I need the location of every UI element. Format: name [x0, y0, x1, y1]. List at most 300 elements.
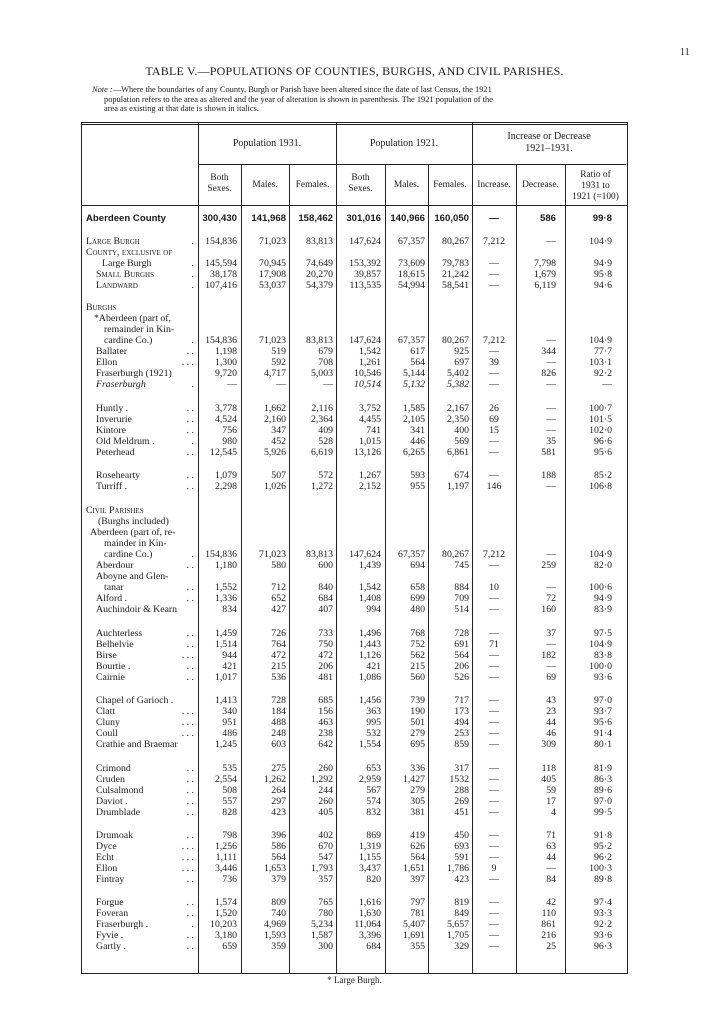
cell-dec: 44: [546, 717, 556, 728]
cell-f21: 2,167: [446, 403, 469, 414]
cell-b31: 38,178: [210, 269, 237, 280]
row-name: Kintore: [96, 425, 126, 436]
row-leader-dots: . .: [186, 785, 194, 796]
header-both-1931-a: Both: [210, 173, 229, 183]
cell-b31: 107,416: [205, 280, 237, 291]
row-leader-dots: . .: [186, 941, 194, 952]
cell-f31: 6,619: [310, 447, 333, 458]
cell-ratio: 95·8: [594, 269, 612, 280]
cell-m21: 739: [410, 695, 425, 706]
cell-dec: 309: [541, 739, 556, 750]
cell-f31: 472: [318, 650, 333, 661]
cell-ratio: 97·4: [594, 897, 612, 908]
cell-f21: 160,050: [434, 213, 469, 224]
cell-m31: 4,717: [263, 368, 286, 379]
row-name: Fraserburgh .: [96, 919, 149, 930]
row-name: Landward: [96, 280, 138, 291]
cell-dec: 188: [541, 470, 556, 481]
cell-b31: 834: [222, 604, 237, 615]
cell-m21: 564: [410, 357, 425, 368]
note-line-3: area as existing at that date is shown in italics.: [104, 104, 259, 114]
cell-f31: 765: [318, 897, 333, 908]
header-ratio-3: 1921 (=100): [572, 192, 619, 202]
table-title: TABLE V.—POPULATIONS OF COUNTIES, BURGHS, AND CIVIL PARISHES.: [145, 64, 564, 78]
row-name: (Burghs included): [98, 516, 169, 527]
cell-f21: 317: [454, 763, 469, 774]
cell-b31: 980: [222, 436, 237, 447]
row-name: Cairnie: [96, 672, 125, 683]
cell-dec: —: [546, 335, 556, 346]
cell-m31: 264: [271, 785, 286, 796]
row-name: Foveran: [96, 908, 129, 919]
cell-f21: 569: [454, 436, 469, 447]
cell-b31: 12,545: [210, 447, 237, 458]
cell-f21: 80,267: [442, 236, 469, 247]
cell-dec: 46: [546, 728, 556, 739]
cell-inc: 26: [489, 403, 499, 414]
header-females-1921: Females.: [433, 180, 467, 190]
cell-b21: 11,064: [354, 919, 381, 930]
cell-m31: 809: [271, 897, 286, 908]
cell-m21: 397: [410, 874, 425, 885]
note-line-1: —Where the boundaries of any County, Burgh or Parish have been altered since the date of last Census, the 1921: [112, 85, 492, 94]
cell-m31: 726: [271, 628, 286, 639]
cell-inc: —: [489, 930, 499, 941]
cell-f31: 409: [318, 425, 333, 436]
cell-m21: 419: [410, 830, 425, 841]
cell-f21: 6,861: [446, 447, 469, 458]
row-name: Alford .: [96, 593, 128, 604]
row-leader-dots: . . .: [181, 650, 194, 661]
cell-m21: 190: [410, 706, 425, 717]
cell-m21: 1,691: [402, 930, 425, 941]
cell-b21: 1,456: [358, 695, 381, 706]
header-rule-bottom: [81, 205, 627, 206]
cell-inc: —: [489, 604, 499, 615]
cell-inc: —: [489, 841, 499, 852]
cell-b31: 1,459: [214, 628, 237, 639]
row-name: Auchindoir & Kearn: [96, 604, 178, 615]
cell-b21: 869: [366, 830, 381, 841]
cell-m21: 341: [410, 425, 425, 436]
cell-m21: 215: [410, 661, 425, 672]
row-leader-dots: . .: [186, 830, 194, 841]
cell-m31: 5,926: [263, 447, 286, 458]
cell-inc: 10: [489, 582, 499, 593]
cell-f31: 750: [318, 639, 333, 650]
cell-f31: 83,813: [306, 236, 333, 247]
cell-m31: 4,969: [263, 919, 286, 930]
cell-m31: 1,262: [263, 774, 286, 785]
cell-f31: 260: [318, 763, 333, 774]
cell-ratio: 97·5: [594, 628, 612, 639]
cell-m21: 279: [410, 785, 425, 796]
cell-f31: 158,462: [298, 213, 333, 224]
cell-m31: 248: [271, 728, 286, 739]
col-rule-1921: [336, 122, 337, 973]
cell-b31: 828: [222, 807, 237, 818]
cell-b21: 147,624: [349, 335, 381, 346]
cell-inc: —: [489, 706, 499, 717]
cell-dec: —: [546, 403, 556, 414]
cell-ratio: 82·0: [594, 560, 612, 571]
header-change-2: 1921–1931.: [525, 143, 573, 154]
header-both-1921-b: Sexes.: [348, 184, 373, 194]
cell-f31: 54,379: [306, 280, 333, 291]
row-name: Aboyne and Glen-: [96, 571, 169, 582]
cell-dec: 216: [541, 930, 556, 941]
cell-f31: 5,234: [310, 919, 333, 930]
cell-f21: 925: [454, 346, 469, 357]
row-name: Ballater: [96, 346, 128, 357]
cell-f31: 733: [318, 628, 333, 639]
cell-f21: 1,786: [446, 863, 469, 874]
cell-b21: 995: [366, 717, 381, 728]
row-leader-dots: . .: [186, 628, 194, 639]
row-name: Auchterless: [96, 628, 143, 639]
header-rule-group: [198, 164, 626, 165]
cell-m31: 141,968: [251, 213, 286, 224]
header-both-1921-a: Both: [351, 173, 370, 183]
cell-f21: 564: [454, 650, 469, 661]
cell-dec: —: [546, 425, 556, 436]
cell-b31: 944: [222, 650, 237, 661]
row-name: Fyvie .: [96, 930, 124, 941]
cell-ratio: 85·2: [594, 470, 612, 481]
cell-b31: 1,256: [214, 841, 237, 852]
cell-m31: 488: [271, 717, 286, 728]
cell-m21: 336: [410, 763, 425, 774]
cell-dec: 72: [546, 593, 556, 604]
cell-inc: —: [489, 593, 499, 604]
cell-m31: —: [276, 379, 286, 390]
cell-m31: 1,662: [263, 403, 286, 414]
cell-b21: 2,152: [358, 481, 381, 492]
cell-inc: —: [489, 807, 499, 818]
cell-f31: 528: [318, 436, 333, 447]
cell-dec: 43: [546, 695, 556, 706]
cell-b21: 1,496: [358, 628, 381, 639]
row-leader-dots: . .: [186, 639, 194, 650]
cell-b31: 1,520: [214, 908, 237, 919]
cell-ratio: 100·6: [589, 582, 612, 593]
row-leader-dots: . .: [186, 874, 194, 885]
header-males-1931: Males.: [252, 180, 278, 190]
cell-dec: —: [546, 357, 556, 368]
cell-m21: 140,966: [390, 213, 425, 224]
cell-inc: —: [489, 368, 499, 379]
cell-inc: —: [489, 728, 499, 739]
cell-f31: 463: [318, 717, 333, 728]
row-leader-dots: . .: [186, 593, 194, 604]
cell-f21: 288: [454, 785, 469, 796]
cell-f21: 691: [454, 639, 469, 650]
cell-b21: 1,554: [358, 739, 381, 750]
cell-b21: 10,514: [354, 379, 381, 390]
cell-b21: 653: [366, 763, 381, 774]
cell-f21: 494: [454, 717, 469, 728]
cell-b31: 1,574: [214, 897, 237, 908]
cell-m31: 359: [271, 941, 286, 952]
cell-f21: 2,350: [446, 414, 469, 425]
cell-m21: 1,585: [402, 403, 425, 414]
cell-m21: 2,105: [402, 414, 425, 425]
cell-f31: 1,292: [310, 774, 333, 785]
cell-f31: 156: [318, 706, 333, 717]
cell-f21: 849: [454, 908, 469, 919]
cell-b21: 1,542: [358, 582, 381, 593]
cell-b31: 9,720: [214, 368, 237, 379]
cell-dec: —: [546, 414, 556, 425]
row-name: Turriff .: [96, 481, 128, 492]
cell-f31: 481: [318, 672, 333, 683]
cell-ratio: 101·5: [589, 414, 612, 425]
row-name: Echt: [96, 852, 114, 863]
cell-f21: 5,657: [446, 919, 469, 930]
cell-f31: 572: [318, 470, 333, 481]
cell-m21: 73,609: [398, 258, 425, 269]
cell-b31: 3,180: [214, 930, 237, 941]
cell-dec: 84: [546, 874, 556, 885]
row-name: Fraserburgh: [96, 379, 146, 390]
row-leader-dots: . .: [186, 661, 194, 672]
header-males-1921: Males.: [393, 180, 420, 190]
row-name: Burghs: [86, 302, 117, 313]
cell-f31: 5,003: [310, 368, 333, 379]
cell-inc: —: [489, 560, 499, 571]
cell-inc: —: [489, 908, 499, 919]
cell-b21: 1,267: [358, 470, 381, 481]
cell-dec: 42: [546, 897, 556, 908]
cell-m31: 592: [271, 357, 286, 368]
cell-dec: 405: [541, 774, 556, 785]
row-name: County, exclusive of: [86, 247, 173, 258]
cell-f21: 451: [454, 807, 469, 818]
cell-f31: 83,813: [306, 549, 333, 560]
header-change-1: Increase or Decrease: [507, 131, 591, 142]
cell-ratio: 89·8: [594, 874, 612, 885]
cell-f31: —: [323, 379, 333, 390]
row-name: Birse: [96, 650, 117, 661]
cell-dec: —: [546, 379, 556, 390]
cell-b31: 2,554: [214, 774, 237, 785]
row-leader-dots: .: [191, 258, 194, 269]
cell-inc: —: [489, 650, 499, 661]
row-leader-dots: . .: [186, 346, 194, 357]
cell-inc: —: [489, 661, 499, 672]
cell-ratio: 100·7: [589, 403, 612, 414]
cell-m21: 752: [410, 639, 425, 650]
cell-f31: 685: [318, 695, 333, 706]
cell-f21: 526: [454, 672, 469, 683]
cell-b31: 340: [222, 706, 237, 717]
cell-f21: 206: [454, 661, 469, 672]
row-name: remainder in Kin-: [104, 324, 175, 335]
cell-m21: 560: [410, 672, 425, 683]
cell-dec: —: [546, 549, 556, 560]
cell-dec: —: [546, 481, 556, 492]
cell-inc: —: [489, 258, 499, 269]
cell-f31: 780: [318, 908, 333, 919]
cell-ratio: 95·6: [594, 447, 612, 458]
cell-ratio: 86·3: [594, 774, 612, 785]
row-name: Culsalmond: [96, 785, 144, 796]
cell-b31: 154,836: [205, 236, 237, 247]
row-name: tanar: [104, 582, 124, 593]
row-name: Peterhead: [96, 447, 135, 458]
row-name: Aberdour: [96, 560, 134, 571]
row-name: Fintray: [96, 874, 125, 885]
cell-b31: 508: [222, 785, 237, 796]
cell-f21: 819: [454, 897, 469, 908]
cell-ratio: 95·2: [594, 841, 612, 852]
page-number: 11: [680, 47, 690, 58]
cell-ratio: 77·7: [594, 346, 612, 357]
cell-inc: —: [489, 941, 499, 952]
cell-b21: 113,535: [349, 280, 381, 291]
cell-ratio: 93·6: [594, 930, 612, 941]
cell-ratio: 104·9: [589, 236, 612, 247]
cell-f31: 407: [318, 604, 333, 615]
cell-b31: 1,017: [214, 672, 237, 683]
cell-f31: 83,813: [306, 335, 333, 346]
cell-b31: 1,245: [214, 739, 237, 750]
cell-b31: 1,514: [214, 639, 237, 650]
cell-b31: 756: [222, 425, 237, 436]
cell-dec: 259: [541, 560, 556, 571]
cell-ratio: 93·7: [594, 706, 612, 717]
row-leader-dots: .: [191, 335, 194, 346]
cell-b21: 1,086: [358, 672, 381, 683]
header-pop-1931: Population 1931.: [232, 138, 302, 149]
header-increase: Increase.: [477, 180, 511, 190]
cell-inc: —: [489, 470, 499, 481]
row-leader-dots: . .: [186, 672, 194, 683]
cell-f31: 238: [318, 728, 333, 739]
cell-ratio: 93·6: [594, 672, 612, 683]
cell-m21: 5,132: [402, 379, 425, 390]
row-leader-dots: . .: [186, 470, 194, 481]
cell-m31: 1,653: [263, 863, 286, 874]
cell-inc: —: [489, 695, 499, 706]
cell-f31: 300: [318, 941, 333, 952]
cell-m21: 695: [410, 739, 425, 750]
cell-m31: 71,023: [259, 335, 286, 346]
row-name: mainder in Kin-: [104, 538, 167, 549]
cell-ratio: 94·6: [594, 280, 612, 291]
row-name: Chapel of Garioch .: [96, 695, 174, 706]
cell-f21: 514: [454, 604, 469, 615]
cell-b21: 3,396: [358, 930, 381, 941]
cell-inc: —: [489, 739, 499, 750]
header-females-1931: Females.: [295, 180, 330, 190]
cell-b31: 1,198: [214, 346, 237, 357]
header-ratio-1: Ratio of: [580, 170, 611, 180]
cell-ratio: 91·8: [594, 830, 612, 841]
cell-f21: 697: [454, 357, 469, 368]
note: [92, 85, 618, 114]
cell-inc: —: [489, 269, 499, 280]
cell-f31: 840: [318, 582, 333, 593]
row-name: cardine Co.): [104, 549, 153, 560]
cell-ratio: 102·0: [589, 425, 612, 436]
row-leader-dots: . .: [186, 763, 194, 774]
cell-m21: 593: [410, 470, 425, 481]
row-leader-dots: .: [191, 549, 194, 560]
cell-m21: 279: [410, 728, 425, 739]
cell-f31: 74,649: [306, 258, 333, 269]
cell-b31: 535: [222, 763, 237, 774]
cell-m21: 1,427: [402, 774, 425, 785]
cell-m31: 423: [271, 807, 286, 818]
row-leader-dots: . .: [186, 897, 194, 908]
cell-f21: 79,783: [442, 258, 469, 269]
row-name: Inverurie: [96, 414, 132, 425]
cell-b31: 1,552: [214, 582, 237, 593]
cell-f21: 693: [454, 841, 469, 852]
cell-m21: 381: [410, 807, 425, 818]
cell-b31: 1,336: [214, 593, 237, 604]
cell-m21: 564: [410, 852, 425, 863]
cell-inc: 9: [491, 863, 497, 874]
cell-dec: 6,119: [534, 280, 556, 291]
cell-m31: 70,945: [259, 258, 286, 269]
cell-inc: —: [489, 628, 499, 639]
row-name: Crimond: [96, 763, 131, 774]
cell-b21: 3,437: [358, 863, 381, 874]
cell-b31: 1,413: [214, 695, 237, 706]
cell-ratio: 97·0: [594, 695, 612, 706]
cell-f31: 2,116: [311, 403, 333, 414]
cell-b21: 153,392: [349, 258, 381, 269]
cell-inc: —: [489, 436, 499, 447]
cell-f31: 2,364: [310, 414, 333, 425]
cell-m31: 347: [271, 425, 286, 436]
cell-f21: 450: [454, 830, 469, 841]
cell-m31: 17,908: [259, 269, 286, 280]
cell-f31: 670: [318, 841, 333, 852]
cell-ratio: 104·9: [589, 639, 612, 650]
cell-f21: 5,382: [446, 379, 469, 390]
cell-f21: 400: [454, 425, 469, 436]
cell-m31: 184: [271, 706, 286, 717]
cell-ratio: 93·3: [594, 908, 612, 919]
cell-b21: 1,261: [358, 357, 381, 368]
cell-inc: 7,212: [482, 335, 506, 346]
row-name: Cluny: [96, 717, 120, 728]
cell-f31: 1,272: [310, 481, 333, 492]
cell-inc: 146: [486, 481, 502, 492]
cell-m31: 580: [271, 560, 286, 571]
cell-ratio: 96·2: [594, 852, 612, 863]
cell-m21: 797: [410, 897, 425, 908]
cell-dec: 69: [546, 672, 556, 683]
cell-m21: 562: [410, 650, 425, 661]
row-name: Huntly .: [96, 403, 129, 414]
cell-b31: 798: [222, 830, 237, 841]
cell-b21: 10,546: [354, 368, 381, 379]
cell-b31: 3,778: [214, 403, 237, 414]
cell-ratio: 99·8: [592, 213, 612, 224]
row-name: Belhelvie: [96, 639, 134, 650]
cell-b21: 421: [366, 661, 381, 672]
cell-f21: 745: [454, 560, 469, 571]
cell-dec: 861: [541, 919, 556, 930]
cell-dec: 160: [541, 604, 556, 615]
cell-b31: 736: [222, 874, 237, 885]
cell-b31: 145,594: [205, 258, 237, 269]
cell-ratio: 89·6: [594, 785, 612, 796]
